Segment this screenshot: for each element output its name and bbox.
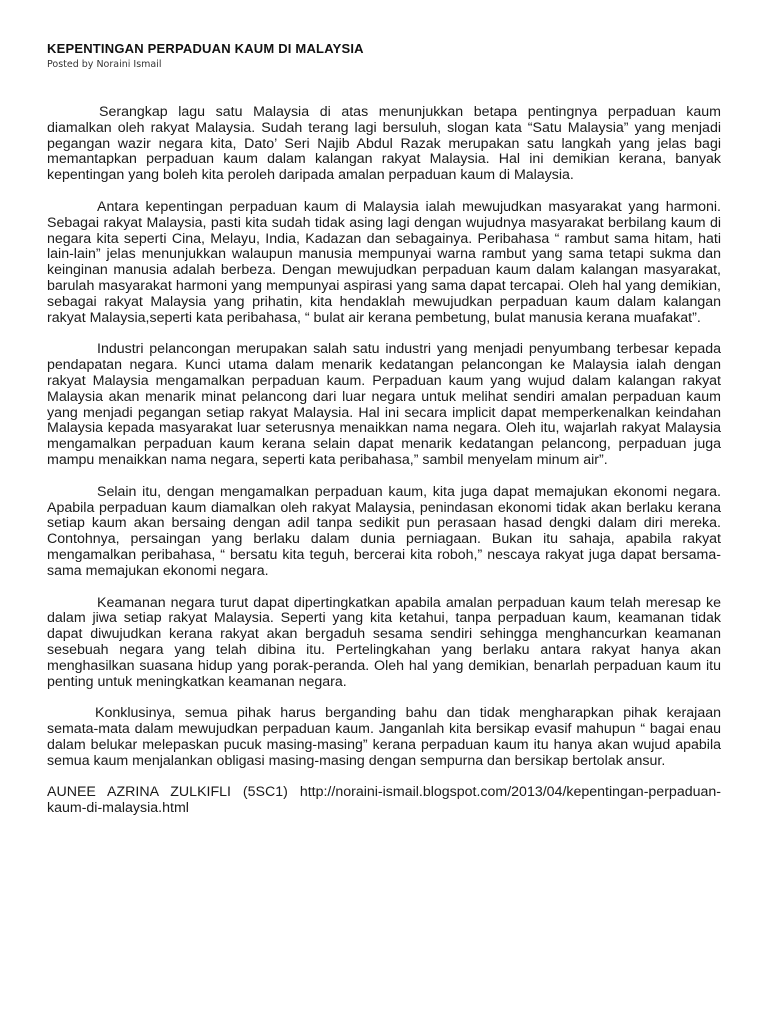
paragraph-introduction: Serangkap lagu satu Malaysia di atas menunjukkan betapa pentingnya perpaduan kaum diamalkan oleh rakyat Malaysia. Sudah terang lagi bersuluh, slogan kata “Satu Malaysia” yang menjadi pegangan wazir negara kita, Dato’ Seri Najib Abdul Razak merupakan satu langkah yang jelas bagi memantapkan perpaduan kaum dalam kalangan rakyat Malaysia. Hal ini demikian kerana, banyak kepentingan yang boleh kita peroleh daripada amalan perpaduan kaum di Malaysia. <box>47 104 721 184</box>
byline: Posted by Noraini Ismail <box>47 59 162 70</box>
document-title: KEPENTINGAN PERPADUAN KAUM DI MALAYSIA <box>47 41 364 56</box>
paragraph-security: Keamanan negara turut dapat dipertingkatkan apabila amalan perpaduan kaum telah meresap ke dalam jiwa setiap rakyat Malaysia. Seperti yang kita ketahui, tanpa perpaduan kaum, keamanan tidak dapat diwujudkan kerana rakyat akan bergaduh sesama sendiri sehingga menghancurkan keamanan sesebuah negara yang telah dibina itu. Pertelingkahan yang berlaku antara rakyat hanya akan menghasilkan suasana hidup yang porak-peranda. Oleh hal yang demikian, benarlah perpaduan kaum itu penting untuk meningkatkan keamanan negara. <box>47 594 721 690</box>
paragraph-economy: Selain itu, dengan mengamalkan perpaduan kaum, kita juga dapat memajukan ekonomi negara. Apabila perpaduan kaum diamalkan oleh rakyat Malaysia, penindasan ekonomi tidak akan berlaku kerana setiap kaum akan bersaing dengan adil tanpa sedikit pun perasaan hasad dengki dalam diri mereka. Contohnya, persaingan yang berlaku dalam dunia perniagaan. Bukan itu sahaja, apabila rakyat mengamalkan peribahasa, “ bersatu kita teguh, bercerai kita roboh,” nescaya rakyat juga dapat bersama-sama memajukan ekonomi negara. <box>47 483 721 579</box>
paragraph-conclusion: Konklusinya, semua pihak harus berganding bahu dan tidak mengharapkan pihak kerajaan semata-mata dalam mewujudkan perpaduan kaum. Janganlah kita bersikap evasif mahupun “ bagai enau dalam belukar melepaskan pucuk masing-masing” kerana perpaduan kaum itu hanya akan wujud apabila semua kaum menjalankan obligasi masing-masing dengan sempurna dan bersikap bertolak ansur. <box>47 705 721 769</box>
author-source-footer: AUNEE AZRINA ZULKIFLI (5SC1) http://noraini-ismail.blogspot.com/2013/04/kepentingan-perpaduan-kaum-di-malaysia.html <box>47 784 721 817</box>
paragraph-harmony: Antara kepentingan perpaduan kaum di Malaysia ialah mewujudkan masyarakat yang harmoni. Sebagai rakyat Malaysia, pasti kita sudah tidak asing lagi dengan wujudnya masyarakat berbilang kaum di negara kita seperti Cina, Melayu, India, Kadazan dan sebagainya. Peribahasa “ rambut sama hitam, hati lain-lain” jelas menunjukkan walaupun manusia mempunyai warna rambut yang sama tetapi sukma dan keinginan manusia adalah berbeza. Dengan mewujudkan perpaduan kaum dalam kalangan masyarakat, barulah masyarakat harmoni yang mempunyai aspirasi yang sama dapat tercapai. Oleh hal yang demikian, sebagai rakyat Malaysia yang prihatin, kita hendaklah mewujudkan perpaduan kaum dalam kalangan rakyat Malaysia,seperti kata peribahasa, “ bulat air kerana pembetung, bulat manusia kerana muafakat”. <box>47 198 721 326</box>
paragraph-tourism: Industri pelancongan merupakan salah satu industri yang menjadi penyumbang terbesar kepada pendapatan negara. Kunci utama dalam menarik kedatangan pelancongan ke Malaysia ialah dengan rakyat Malaysia mengamalkan perpaduan kaum. Perpaduan kaum yang wujud dalam kalangan rakyat Malaysia akan menarik minat pelancong dari luar negara untuk melihat sendiri amalan perpaduan kaum yang menjadi pegangan setiap rakyat Malaysia. Hal ini secara implicit dapat memperkenalkan keindahan Malaysia kepada masyarakat luar seterusnya menaikkan nama negara. Oleh itu, wajarlah rakyat Malaysia mengamalkan perpaduan kaum kerana selain dapat menarik kedatangan pelancong, perpaduan juga mampu menaikkan nama negara, seperti kata peribahasa,” sambil menyelam minum air”. <box>47 341 721 468</box>
